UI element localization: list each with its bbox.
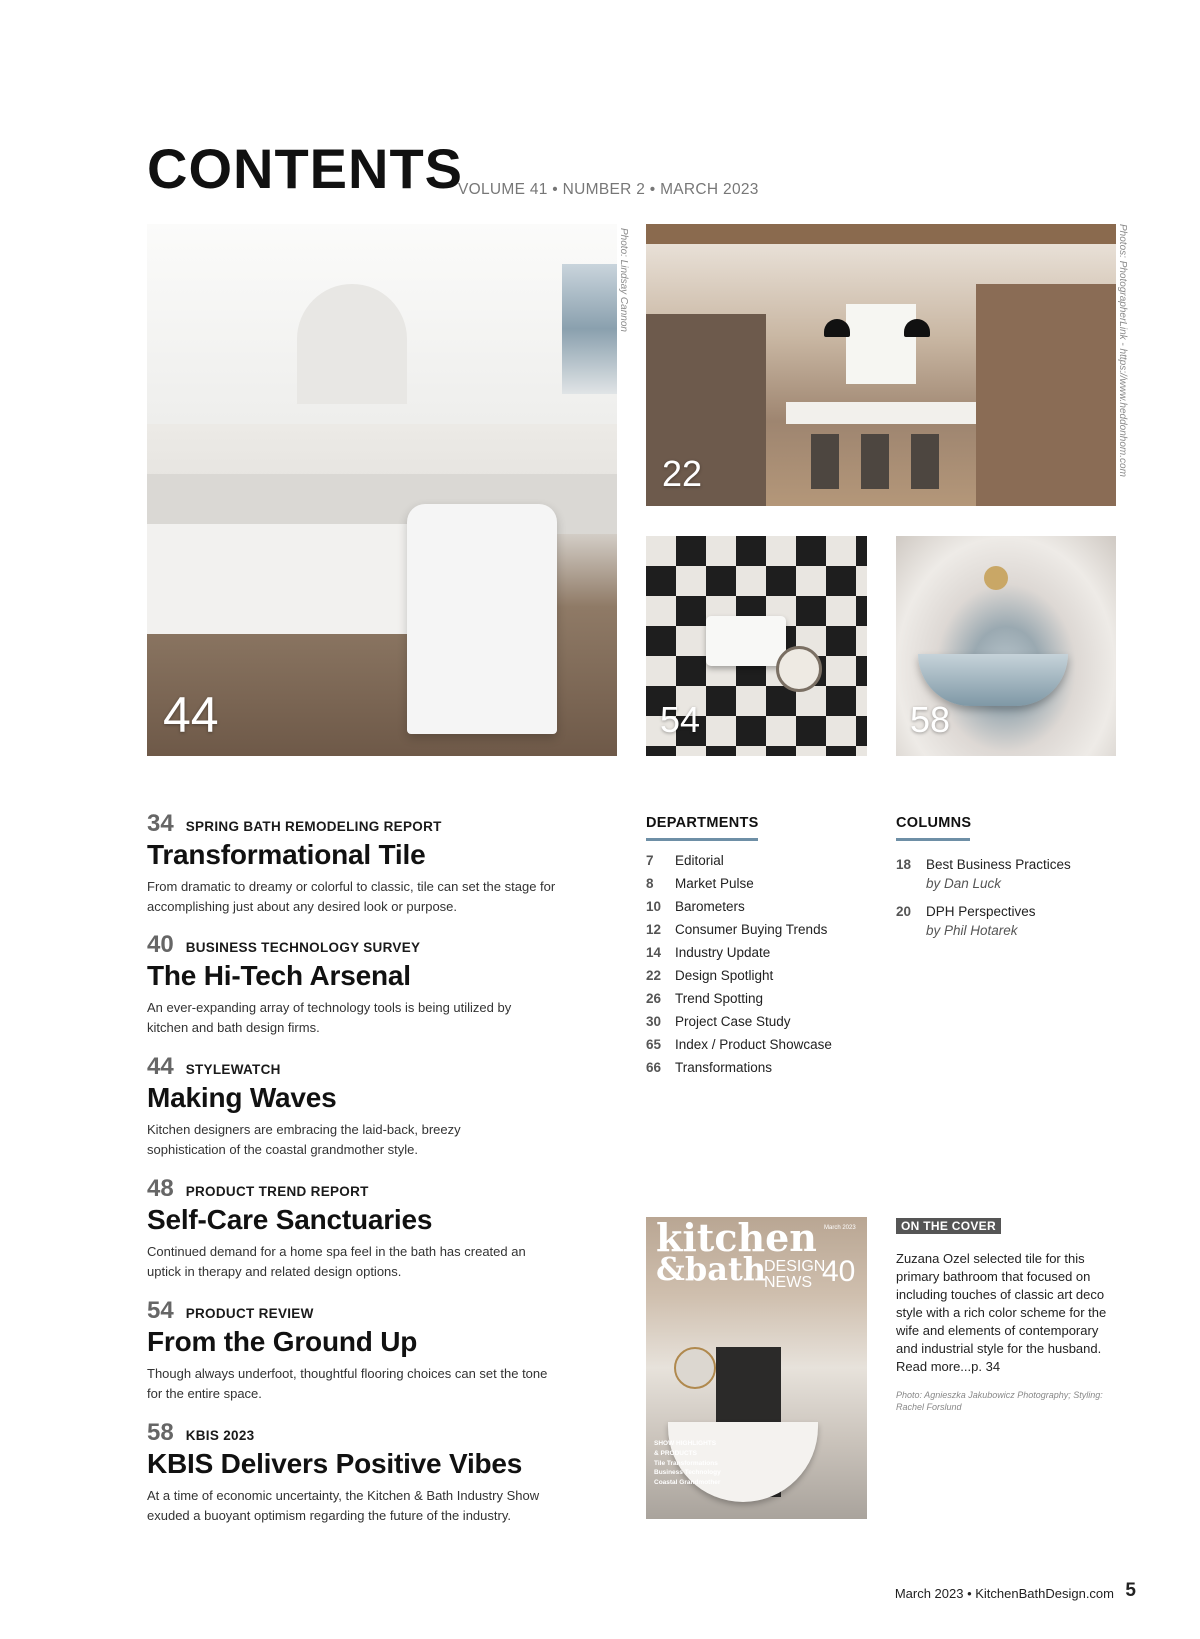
columns-rule [896,838,970,841]
feature-dek: An ever-expanding array of technology tools is being utilized by kitchen and bath design firms. [147,1000,512,1035]
feature-kicker: PRODUCT TREND REPORT [185,1184,369,1199]
department-title: Market Pulse [675,876,754,891]
feature-dek: Continued demand for a home spa feel in the bath has created an uptick in therapy and related design options. [147,1244,526,1279]
department-title: Consumer Buying Trends [675,922,828,937]
wood-cabinets [976,284,1116,506]
cover-line: Tile Transformations [654,1459,718,1467]
cover-masthead-bath: &bath [656,1250,767,1288]
footer-text: March 2023 • KitchenBathDesign.com [894,1586,1114,1601]
feature-page: 54 [147,1297,174,1324]
feature-page: 34 [147,810,174,837]
department-item[interactable] [646,899,745,914]
feature-dek: Kitchen designers are embracing the laid-back, breezy sophistication of the coastal grandmother style. [147,1122,461,1157]
feature-item[interactable] [147,1299,587,1403]
department-title: Index / Product Showcase [675,1037,832,1052]
feature-headline: Transformational Tile [147,839,426,870]
feature-dek: Though always underfoot, thoughtful flooring choices can set the tone for the entire space. [147,1366,548,1401]
department-title: Industry Update [675,945,771,960]
cover-description: Zuzana Ozel selected tile for this primary bathroom that focused on including touches of classic art deco style with a rich color scheme for the wife and elements of contemporary and industrial style for the husband. Read more...p. 34 [896,1251,1107,1374]
departments-heading: DEPARTMENTS [646,815,759,831]
cover-photo-credit: Photo: Agnieszka Jakubowicz Photography; Styling: Rachel Forslund [896,1390,1103,1412]
department-item[interactable] [646,991,763,1006]
department-page: 30 [646,1014,662,1029]
feature-kicker: KBIS 2023 [185,1428,255,1443]
feature-page: 58 [147,1419,174,1446]
column-page: 20 [896,904,912,919]
department-page: 7 [646,853,654,868]
feature-headline: Making Waves [147,1082,337,1113]
feature-item[interactable] [147,1055,587,1159]
feature-page: 48 [147,1175,174,1202]
departments-rule [646,838,758,841]
feature-dek: At a time of economic uncertainty, the Kitchen & Bath Industry Show exuded a buoyant optimism regarding the future of the industry. [147,1488,540,1523]
feature-item[interactable] [147,1177,587,1281]
window [846,304,916,384]
issue-info: VOLUME 41 • NUMBER 2 • MARCH 2023 [458,181,759,198]
column-byline: by Dan Luck [926,876,1002,891]
feature-page: 40 [147,931,174,958]
magazine-cover[interactable] [646,1217,867,1519]
page-title: CONTENTS [147,137,463,200]
kitchen-photo-44[interactable] [147,224,617,756]
cover-masthead-kitchen: kitchen [656,1217,817,1260]
column-title: DPH Perspectives [926,904,1036,919]
department-title: Trend Spotting [675,991,764,1006]
feature-kicker: PRODUCT REVIEW [185,1306,314,1321]
photo-credit: Photos: PhotographerLink - https://www.heddonhom.com [1117,224,1128,477]
feature-headline: The Hi-Tech Arsenal [147,960,411,991]
feature-kicker: STYLEWATCH [185,1062,281,1077]
department-title: Design Spotlight [675,968,774,983]
photo-credit: Photo: Lindsay Cannon [618,228,629,332]
feature-kicker: SPRING BATH REMODELING REPORT [185,819,442,834]
tile-photo-54[interactable] [646,536,867,756]
page-number: 5 [1125,1580,1136,1601]
department-title: Barometers [675,899,745,914]
island-cabinet [147,524,447,634]
ceiling-beam [646,224,1116,244]
cover-line: & PRODUCTS [654,1449,697,1457]
on-the-cover-label: ON THE COVER [896,1218,1001,1234]
feature-item[interactable] [147,1421,587,1525]
cover-mirror [674,1347,716,1389]
department-page: 10 [646,899,662,914]
feature-item[interactable] [147,812,587,916]
department-item[interactable] [646,945,770,960]
bar-stool [861,434,889,489]
photo-page-number: 22 [662,453,703,494]
feature-headline: From the Ground Up [147,1326,418,1357]
brass-faucet [984,566,1008,590]
photo-page-number: 54 [660,699,701,740]
department-item[interactable] [646,1037,832,1052]
photo-page-number: 44 [163,687,219,743]
island-top [786,402,976,424]
column-byline: by Phil Hotarek [926,923,1018,938]
cover-line: Business Technology [654,1469,721,1477]
cover-masthead-design: DESIGN [764,1258,826,1275]
column-page: 18 [896,857,912,872]
department-item[interactable] [646,922,827,937]
department-title: Project Case Study [675,1014,791,1029]
cover-lines [654,1439,721,1488]
department-page: 8 [646,876,654,891]
cover-date: March 2023 [824,1225,856,1231]
feature-dek: From dramatic to dreamy or colorful to classic, tile can set the stage for accomplishing just about any desired look or purpose. [147,879,556,914]
sink-photo-58[interactable] [896,536,1116,756]
wall-art [562,264,617,394]
department-page: 26 [646,991,662,1006]
department-item[interactable] [646,968,773,983]
cover-masthead-news: NEWS [764,1274,812,1291]
feature-headline: KBIS Delivers Positive Vibes [147,1448,523,1479]
cover-anniversary: 40 [822,1255,856,1288]
feature-item[interactable] [147,933,587,1037]
department-page: 22 [646,968,662,983]
feature-kicker: BUSINESS TECHNOLOGY SURVEY [185,940,421,955]
kitchen-photo-22[interactable] [646,224,1116,506]
cover-line: Coastal Grandmother [654,1479,721,1486]
department-title: Editorial [675,853,724,868]
range-hood [297,284,407,404]
department-page: 66 [646,1060,662,1075]
feature-page: 44 [147,1053,174,1080]
department-item[interactable] [646,1060,772,1075]
department-page: 12 [646,922,662,937]
column-title: Best Business Practices [926,857,1071,872]
department-item[interactable] [646,876,754,891]
pendant-light [904,319,930,337]
photo-page-number: 58 [910,699,951,740]
slipcovered-chair [407,504,557,734]
columns-heading: COLUMNS [896,815,972,831]
bar-stool [811,434,839,489]
department-page: 14 [646,945,662,960]
folded-towel [706,616,786,666]
department-title: Transformations [675,1060,773,1075]
department-page: 65 [646,1037,662,1052]
department-item[interactable] [646,853,724,868]
bar-stool [911,434,939,489]
department-item[interactable] [646,1014,791,1029]
candle [776,646,822,692]
feature-headline: Self-Care Sanctuaries [147,1204,433,1235]
cover-line: SHOW HIGHLIGHTS [654,1440,717,1447]
